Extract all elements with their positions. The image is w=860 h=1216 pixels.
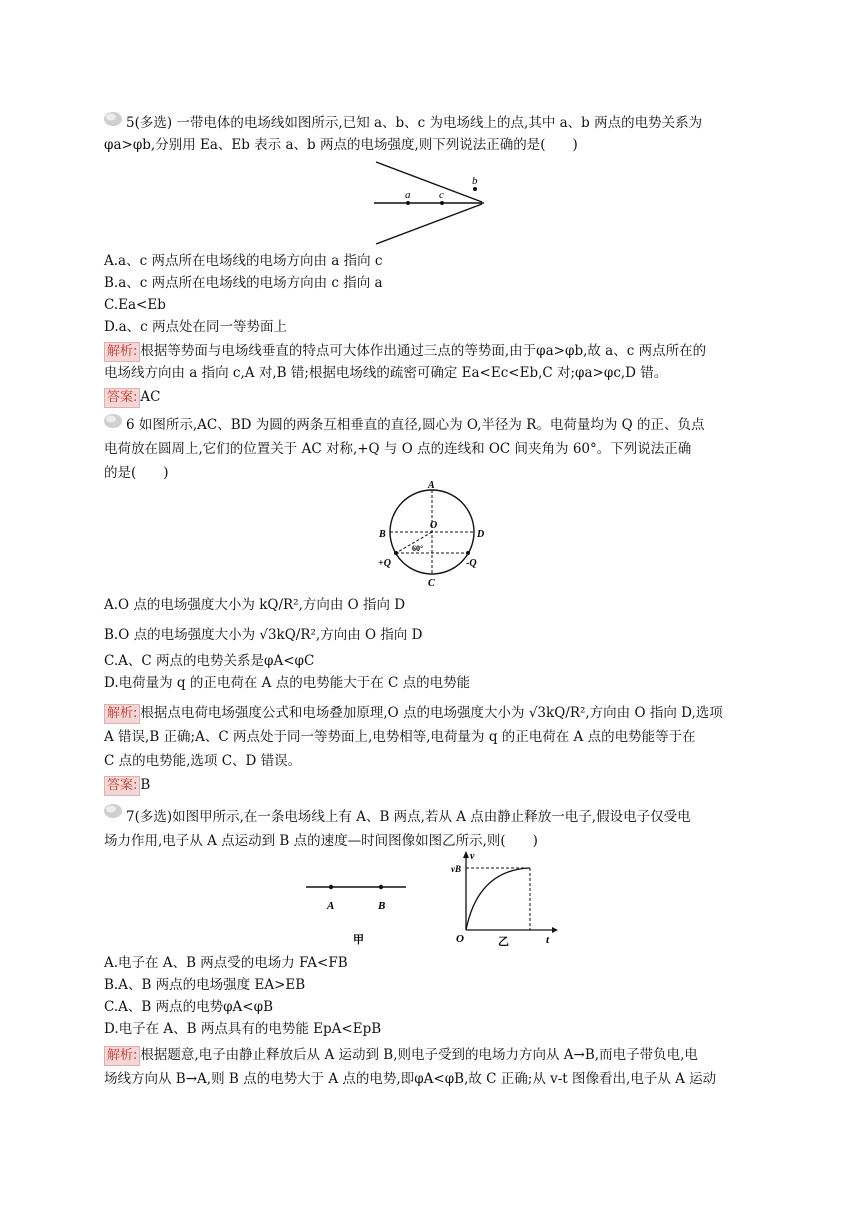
q6-answer: 答案: B xyxy=(104,774,150,796)
q6-option-a: A.O 点的电场强度大小为 kQ/R²,方向由 O 指向 D xyxy=(104,597,406,613)
plus-q-point xyxy=(394,551,398,555)
label-angle: 60° xyxy=(412,544,424,553)
label-O: O xyxy=(430,520,438,531)
q7-figure-jia xyxy=(300,854,410,946)
label-B: B xyxy=(379,529,386,540)
q5-option-d: D.a、c 两点处在同一等势面上 xyxy=(104,319,288,335)
answer-tag: 答案: xyxy=(104,776,140,796)
label-A: A xyxy=(327,900,335,912)
q7-vt-graph xyxy=(448,848,560,948)
q7-option-c: C.A、B 两点的电势φA<φB xyxy=(104,999,273,1015)
q6-stem-line1: 6 如图所示,AC、BD 为圆的两条互相垂直的直径,圆心为 O,半径为 R。电荷量均为 Q 的正、负点 xyxy=(126,417,705,433)
q5-answer: 答案: AC xyxy=(104,386,160,408)
q5-analysis-line2: 电场线方向由 a 指向 c,A 对,B 错;根据电场线的疏密可确定 Ea<Ec<Eb,C 对;φa>φc,D 错。 xyxy=(104,365,668,381)
label-plus-q: +Q xyxy=(378,558,391,569)
q6-analysis-line3: C 点的电势能,选项 C、D 错误。 xyxy=(104,753,302,769)
field-line-upper xyxy=(376,162,482,202)
question-marker-icon xyxy=(103,803,123,819)
q5-option-c: C.Ea<Eb xyxy=(104,297,166,313)
analysis-tag: 解析: xyxy=(104,342,140,362)
q6-circle-figure xyxy=(374,480,490,590)
q5-analysis-line1: 解析: 根据等势面与电场线垂直的特点可大体作出通过三点的等势面,由于φa>φb,故 a、c 两点所在的 xyxy=(104,340,706,362)
q6-stem-line2: 电荷放在圆周上,它们的位置关于 AC 对称,+Q 与 O 点的连线和 OC 间夹角为 60°。下列说法正确 xyxy=(104,441,692,457)
q6-analysis-line1: 解析: 根据点电荷电场强度公式和电场叠加原理,O 点的电场强度大小为 √3kQ/R²,方向由 O 指向 D,选项 xyxy=(104,702,723,724)
label-b: b xyxy=(472,175,478,187)
point-b xyxy=(473,187,477,191)
q5-field-line-figure xyxy=(370,160,490,248)
label-jia: 甲 xyxy=(353,934,364,946)
label-t: t xyxy=(546,934,550,946)
label-D: D xyxy=(477,529,485,540)
answer-tag: 答案: xyxy=(104,388,140,408)
q5-stem-line1: 5(多选) 一带电体的电场线如图所示,已知 a、b、c 为电场线上的点,其中 a、b 两点的电势关系为 xyxy=(126,115,703,131)
q7-stem-line2: 场力作用,电子从 A 点运动到 B 点的速度—时间图像如图乙所示,则( ) xyxy=(104,833,538,849)
q7-option-d: D.电子在 A、B 两点具有的电势能 EpA<EpB xyxy=(104,1021,382,1037)
label-vB: vB xyxy=(451,864,461,874)
label-yi: 乙 xyxy=(498,936,509,948)
analysis-tag: 解析: xyxy=(104,1046,140,1066)
point-a xyxy=(406,201,410,205)
q5-stem-line2: φa>φb,分别用 Ea、Eb 表示 a、b 两点的电场强度,则下列说法正确的是( ) xyxy=(104,137,578,153)
label-v: v xyxy=(470,851,475,862)
q7-stem-line1: 7(多选)如图甲所示,在一条电场线上有 A、B 两点,若从 A 点由静止释放一电子,假设电子仅受电 xyxy=(126,809,691,825)
point-B xyxy=(379,885,383,889)
q6-analysis-line2: A 错误,B 正确;A、C 两点处于同一等势面上,电势相等,电荷量为 q 的正电荷在 A 点的电势能等于在 xyxy=(104,729,696,745)
minus-q-point xyxy=(466,551,470,555)
q6-option-b: B.O 点的电场强度大小为 √3kQ/R²,方向由 O 指向 D xyxy=(104,627,423,643)
label-C: C xyxy=(428,578,435,589)
label-a: a xyxy=(405,189,411,201)
q7-option-a: A.电子在 A、B 两点受的电场力 FA<FB xyxy=(104,955,348,971)
q6-option-d: D.电荷量为 q 的正电荷在 A 点的电势能大于在 C 点的电势能 xyxy=(104,675,471,691)
analysis-tag: 解析: xyxy=(104,704,140,724)
label-A: A xyxy=(428,480,435,491)
q6-stem-line3: 的是( ) xyxy=(104,465,169,481)
question-marker-icon xyxy=(103,413,123,429)
label-minus-q: -Q xyxy=(466,558,477,569)
q6-option-c: C.A、C 两点的电势关系是φA<φC xyxy=(104,653,315,669)
q7-option-b: B.A、B 两点的电场强度 EA>EB xyxy=(104,977,306,993)
q7-analysis-line1: 解析: 根据题意,电子由静止释放后从 A 运动到 B,则电子受到的电场力方向从 A→B,而电子带负电,电 xyxy=(104,1044,698,1066)
q5-option-b: B.a、c 两点所在电场线的电场方向由 c 指向 a xyxy=(104,275,383,291)
q5-option-a: A.a、c 两点所在电场线的电场方向由 a 指向 c xyxy=(104,253,383,269)
question-marker-icon xyxy=(103,111,123,127)
field-line-lower xyxy=(376,204,482,244)
q7-analysis-line2: 场线方向从 B→A,则 B 点的电势大于 A 点的电势,即φA<φB,故 C 正确;从 v-t 图像看出,电子从 A 运动 xyxy=(104,1071,717,1087)
label-O: O xyxy=(456,933,464,945)
label-B: B xyxy=(378,900,386,912)
label-c: c xyxy=(439,189,444,201)
t-axis-arrow xyxy=(552,927,558,933)
point-c xyxy=(440,201,444,205)
point-A xyxy=(329,885,333,889)
velocity-curve xyxy=(466,868,530,930)
v-axis-arrow xyxy=(463,851,469,858)
